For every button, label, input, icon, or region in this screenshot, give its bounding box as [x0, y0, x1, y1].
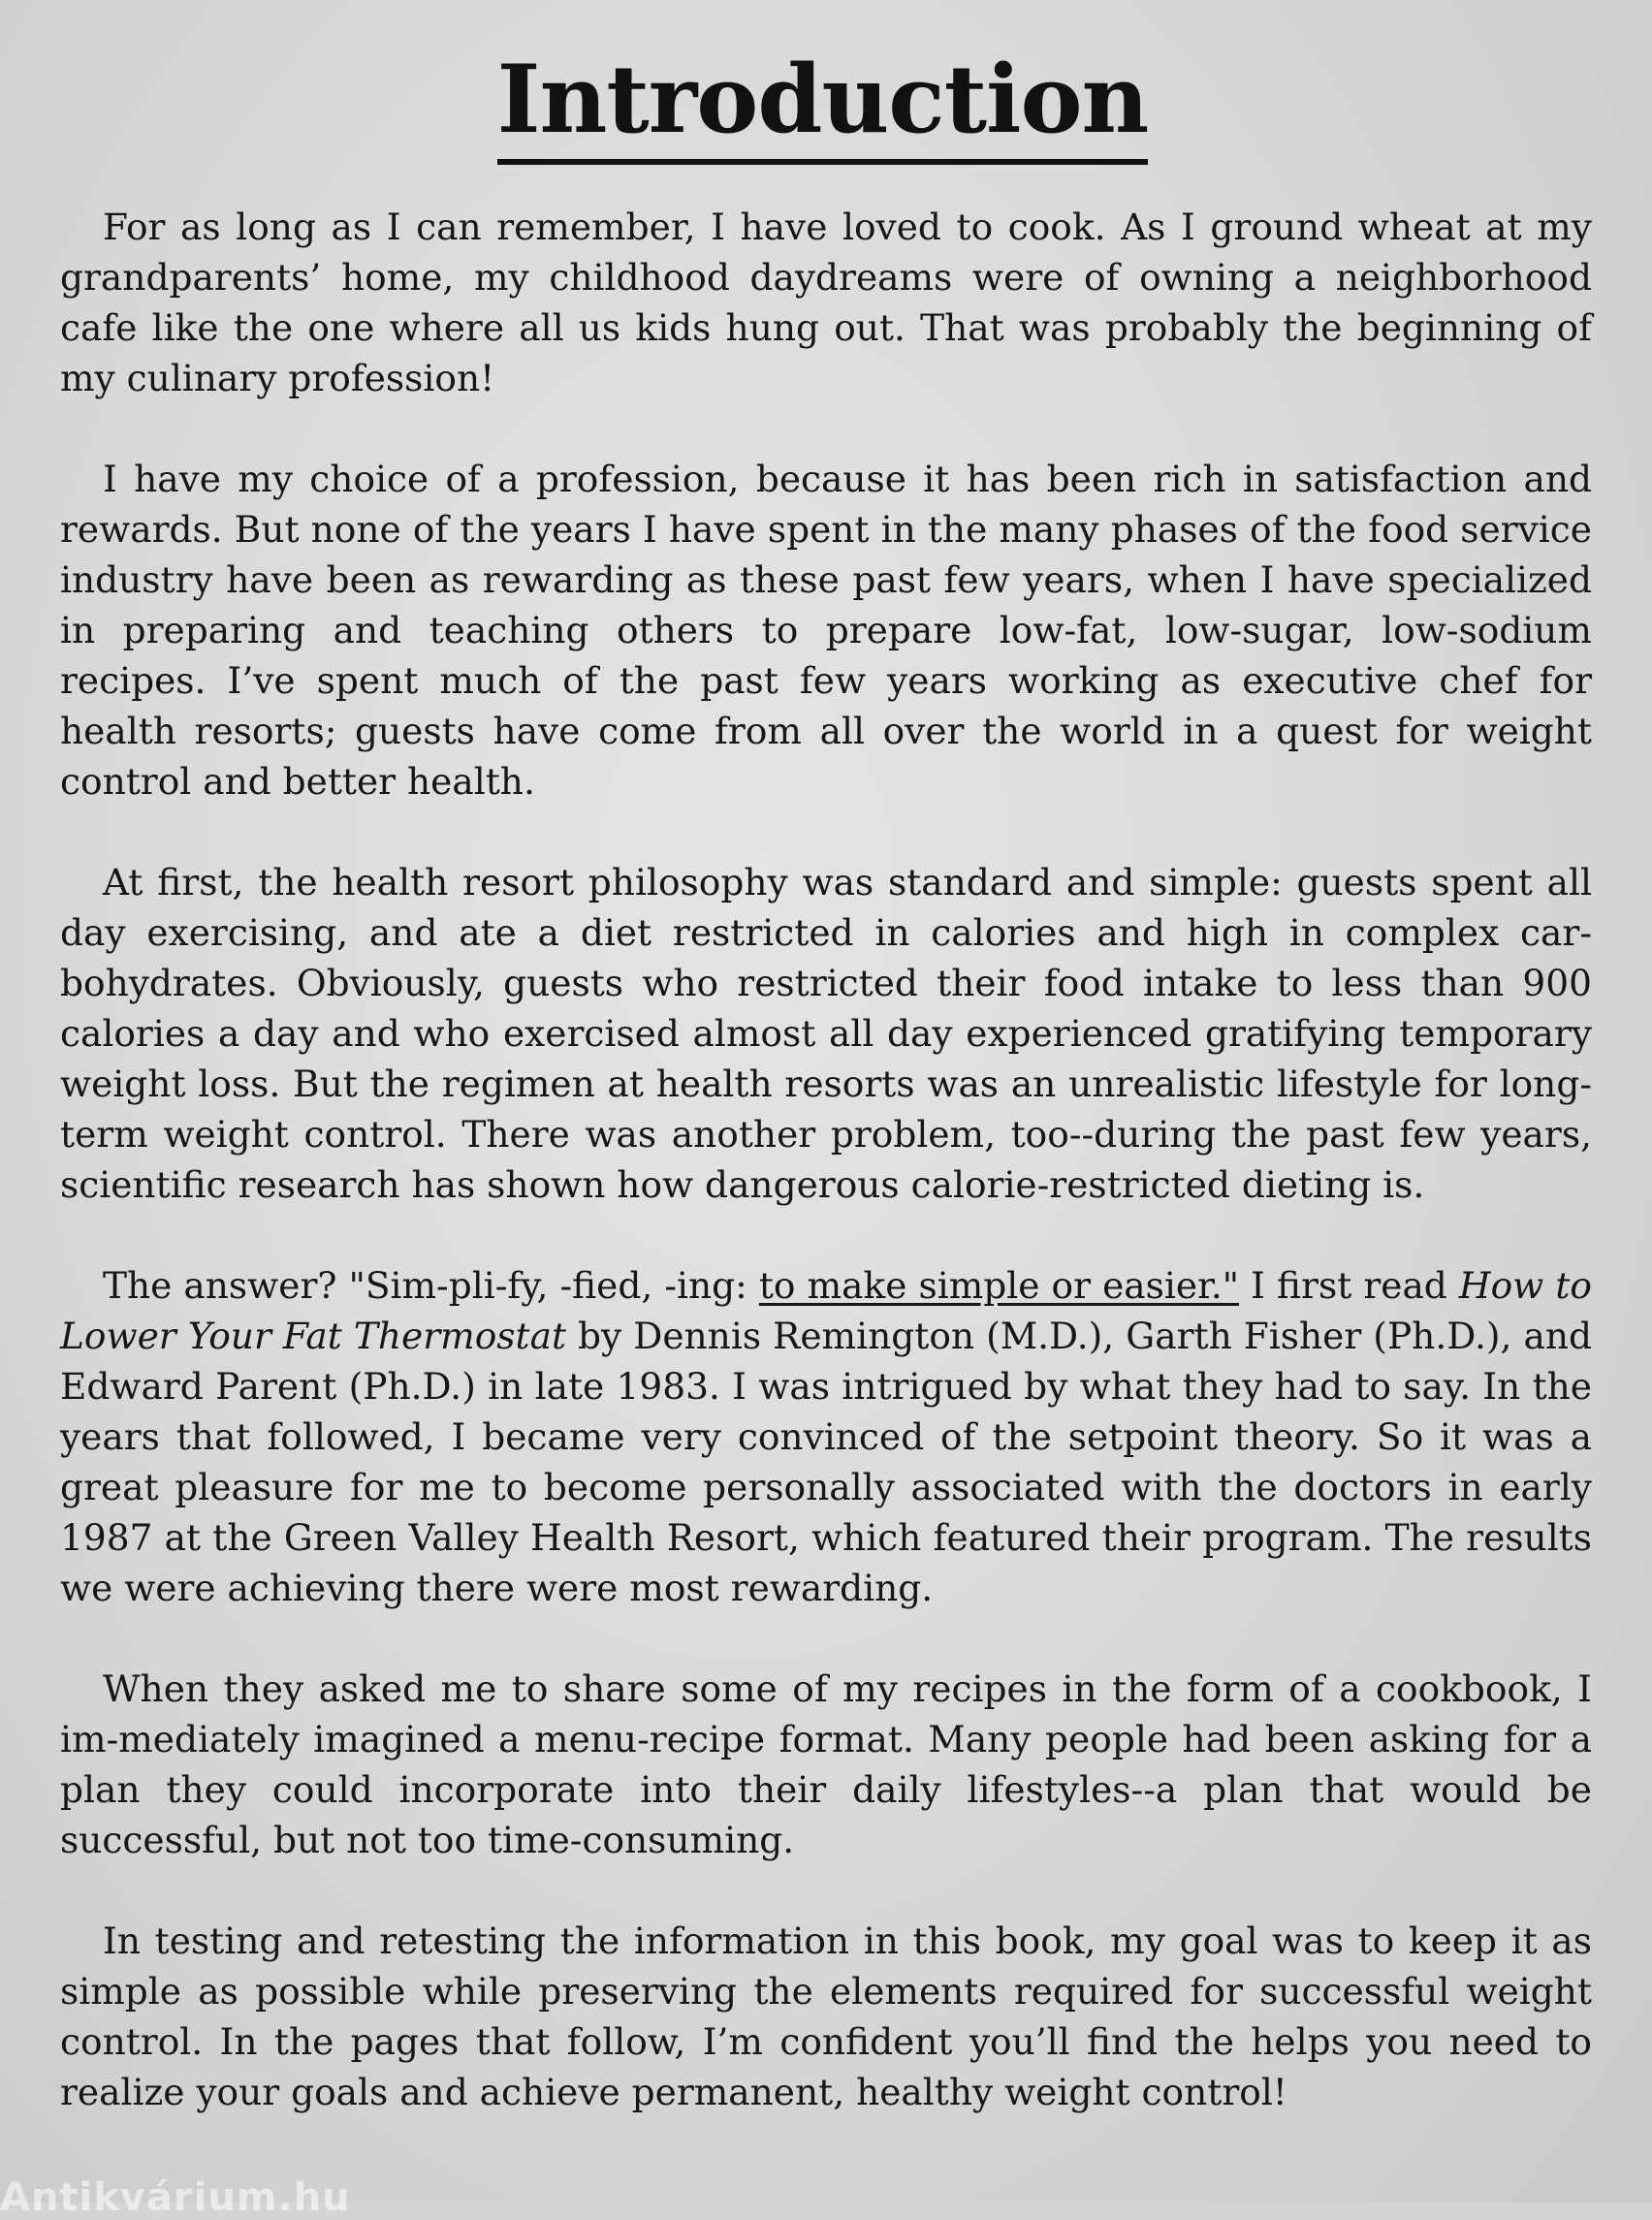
book-title: How to Lower Your Fat Thermostat — [60, 1264, 1592, 1357]
title-container — [0, 47, 1652, 165]
paragraph-4-definition: to make simple or easier." — [758, 1264, 1240, 1307]
page-title: Introduction — [497, 47, 1149, 165]
paragraph-1: For as long as I can remember, I have loved to cook. As I ground wheat at my grandparents’ home, my childhood daydreams were of owning a neighborhood cafe like the one where all us kids hung out. That was probably the beginning of my culinary profession! — [60, 206, 1592, 399]
watermark: Antikvárium.hu — [0, 2175, 351, 2220]
paragraph-3: At first, the health resort philosophy was standard and simple: guests spent all day exercising, and ate a diet restricted in calories and high in complex car-bohydrates. Obviously, guests who restricted their food intake to less than 900 calories a day and who exercised almost all day experienced gratifying temporary weight loss. But the regimen at health resorts was an unrealistic lifestyle for long-term weight control. There was another problem, too--during the past few years, scientific research has shown how dangerous calorie-restricted dieting is. — [60, 861, 1592, 1206]
paragraph-6: In testing and retesting the information in this book, my goal was to keep it as simple as possible while preserving the elements required for successful weight control. In the pages that follow, I’m confident you’ll find the helps you need to realize your goals and achieve permanent, healthy weight control! — [60, 1919, 1592, 2113]
body-text — [60, 202, 1592, 2168]
paragraph-4-part1: The answer? "Sim-pli-fy, -fied, -ing: — [103, 1264, 759, 1307]
paragraph-4-part2: I first read — [1239, 1264, 1459, 1307]
paragraph-2: I have my choice of a profession, because it has been rich in satisfaction and rewards. But none of the years I have spent in the many phases of the food service industry have been as rewarding as these past few years, when I have specialized in preparing and teaching others to prepare low-fat, low-sugar, low-sodium recipes. I’ve spent much of the past few years working as executive chef for health resorts; guests have come from all over the world in a quest for weight control and better health. — [60, 458, 1592, 803]
paragraph-4 — [60, 1260, 1592, 1613]
paragraph-5: When they asked me to share some of my recipes in the form of a cookbook, I im-mediately imagined a menu-recipe format. Many people had been asking for a plan they could incorporate into their daily lifestyles--a plan that would be successful, but not too time-consuming. — [60, 1667, 1592, 1861]
paragraph-4-part3: by Dennis Remington (M.D.), Garth Fisher (Ph.D.), and Edward Parent (Ph.D.) in late 1983. I was intrigued by what they had to say. In the years that followed, I became very convinced of the setpoint theory. So it was a great pleasure for me to become personally associated with the doctors in early 1987 at the Green Valley Health Resort, which featured their program. The results we were achieving there were most rewarding. — [60, 1315, 1592, 1609]
